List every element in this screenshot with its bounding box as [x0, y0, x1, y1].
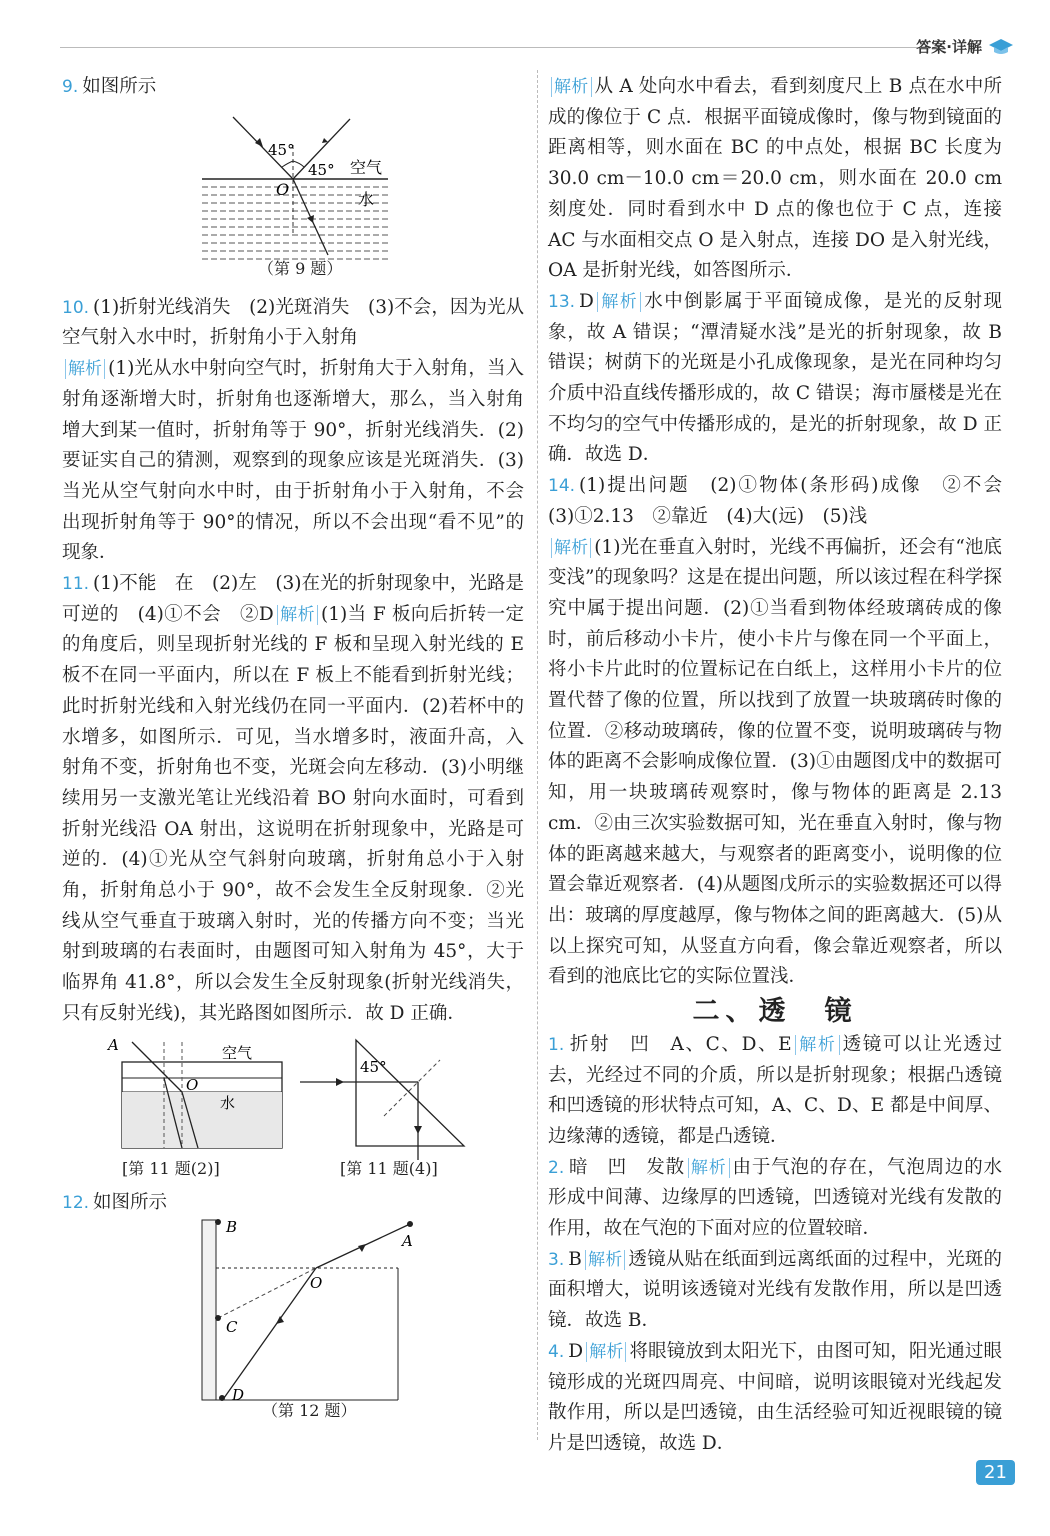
q11-angle-45: 45° — [360, 1057, 387, 1076]
s4-analysis-tag: 解析 — [586, 1342, 626, 1362]
s2-analysis-tag: 解析 — [688, 1158, 730, 1178]
s2 — [548, 1153, 1002, 1245]
q9 — [62, 72, 524, 103]
left-column — [62, 72, 524, 1428]
s1-analysis-tag: 解析 — [795, 1035, 840, 1055]
q11-point-o: O — [186, 1075, 199, 1094]
q14-number: 14. — [548, 476, 576, 497]
column-divider — [537, 70, 538, 1440]
s3 — [548, 1245, 1002, 1337]
s2-number: 2. — [548, 1157, 565, 1178]
q11-caption-2: [第 11 题(2)] — [122, 1158, 220, 1178]
s4-number: 4. — [548, 1341, 565, 1362]
q10-number: 10. — [62, 297, 90, 318]
q12-point-a: A — [402, 1232, 413, 1251]
q10-analysis: (1)光从水中射向空气时，折射角大于入射角，当入射角逐渐增大时，折射角也逐渐增大，那么，当入射角增大到某一值时，折射角等于 90°，折射光线消失．(2)要证实自己的猜测，观察到的现象应该是光斑消失．(3)当光从空气射向水中时，由于折射角小于入射角，不会出现折射角等于 90°的情况，所以不会出现“看不见”的现象． — [62, 358, 525, 564]
q11-answer: (1)不能 在 (2)左 (3)在光的折射现象中，光路是可逆的 (4)①不会 ②D — [62, 573, 524, 625]
figure-q9 — [62, 103, 524, 293]
q11-air-label: 空气 — [222, 1043, 253, 1062]
q13-analysis: 水中倒影属于平面镜成像，是光的反射现象，故 A 错误；“潭清疑水浅”是光的折射现象，故 B 错误；树荫下的光斑是小孔成像现象，是光在同种均匀介质中沿直线传播形成的，故 C 错误；海市蜃楼是光在不均匀的空气中传播形成的，是光的折射现象，故 D 正确．故选 D． — [548, 290, 1002, 466]
q11-number: 11. — [62, 574, 90, 595]
page-number: 21 — [976, 1460, 1015, 1485]
header-title: 答案·详解 — [916, 38, 982, 56]
q9-text: 如图所示 — [82, 76, 157, 97]
q9-number: 9. — [62, 77, 79, 97]
q11-analysis-tag: 解析 — [277, 605, 318, 625]
q9-angle-right: 45° — [308, 160, 335, 179]
q11-analysis: (1)当 F 板向后折转一定的角度后，则呈现折射光线的 F 板和呈现入射光线的 E 板不在同一平面内，所以在 F 板上不能看到折射光线；此时折射光线和入射光线仍在同一平面内．(2)若杯中的水增多，如图所示．可见，当水增多时，液面升高，入射角不变，折射角也不变，光斑会向左移动．(3)小明继续用另一支激光笔让光线沿着 BO 射向水面时，可看到折射光线沿 OA 射出，这说明在折射现象中，光路是可逆的．(4)①光从空气斜射向玻璃，折射角总小于入射角，折射角总小于 90°，故不会发生全反射现象．②光线从空气垂直于玻璃入射时，光的传播方向不变；当光射到玻璃的右表面时，由题图可知入射角为 45°，大于临界角 41.8°，所以会发生全反射现象(折射光线消失，只有反射光线)，其光路图如图所示．故 D 正确． — [62, 603, 524, 1024]
q9-air-label: 空气 — [350, 157, 383, 177]
s2-analysis: 由于气泡的存在，气泡周边的水形成中间薄、边缘厚的凹透镜，凹透镜对光线有发散的作用，故在气泡的下面对应的位置较暗． — [548, 1156, 1002, 1240]
q9-caption: （第 9 题） — [258, 258, 343, 278]
q10-answer: (1)折射光线消失 (2)光斑消失 (3)不会，因为光从空气射入水中时，折射角小于入射角 — [62, 296, 524, 349]
q14-answer: (1)提出问题 (2)①物体(条形码)成像 ②不会 (3)①2.13 ②靠近 (4)大(远) (5)浅 — [548, 475, 1021, 527]
q12-caption: （第 12 题） — [262, 1401, 357, 1421]
q11-diagram-4 — [300, 1036, 500, 1166]
q12-point-o: O — [310, 1274, 323, 1293]
q12-analysis: 从 A 处向水中看去，看到刻度尺上 B 点在水中所成的像位于 C 点．根据平面镜成像时，像与物到镜面的距离相等，则水面在 BC 的中点处，根据 BC 长度为 30.0 cm－10.0 cm＝20.0 cm，则水面在 20.0 cm 刻度处．同时看到水中 D 点的像也位于 C 点，连接 AC 与水面相交点 O 是入射点，连接 DO 是入射光线，OA 是折射光线，如答图所示． — [548, 76, 1003, 282]
q12-analysis-tag: 解析 — [551, 77, 592, 97]
q10 — [62, 293, 524, 569]
s4 — [548, 1337, 1002, 1460]
q13-answer: D — [579, 290, 594, 312]
section-title: 二、透 镜 — [692, 996, 858, 1028]
page-header — [916, 36, 1014, 57]
q12-number: 12. — [62, 1192, 90, 1213]
q12-point-c: C — [226, 1318, 238, 1337]
s4-answer: D — [568, 1340, 584, 1362]
q9-diagram — [200, 105, 400, 270]
s1-answer: 折射 凹 A、C、D、E — [568, 1033, 792, 1055]
right-column — [548, 72, 1021, 1460]
q9-point-o: O — [276, 179, 290, 199]
s1 — [548, 1030, 1002, 1153]
s3-analysis-tag: 解析 — [585, 1250, 626, 1270]
q9-angle-left: 45° — [268, 140, 295, 159]
s1-number: 1. — [548, 1034, 565, 1055]
s2-answer: 暗 凹 发散 — [568, 1156, 685, 1178]
q11-water-label: 水 — [220, 1093, 236, 1112]
figure-q12 — [62, 1218, 524, 1428]
figure-q11 — [62, 1036, 524, 1186]
q13-analysis-tag: 解析 — [597, 292, 641, 312]
q12-point-d: D — [232, 1386, 245, 1404]
s3-answer: B — [568, 1248, 582, 1270]
q9-water-label: 水 — [358, 189, 375, 209]
q14-analysis-tag: 解析 — [551, 538, 591, 558]
q12 — [62, 1188, 524, 1219]
s3-number: 3. — [548, 1249, 565, 1270]
q10-analysis-tag: 解析 — [65, 359, 105, 379]
s3-analysis: 透镜从贴在纸面到远离纸面的过程中，光斑的面积增大，说明该透镜对光线有发散作用，所以是凹透镜．故选 B． — [548, 1248, 1002, 1332]
q12-text: 如图所示 — [93, 1191, 168, 1213]
q11-point-a: A — [108, 1035, 119, 1054]
s4-analysis: 将眼镜放到太阳光下，由图可知，阳光通过眼镜形成的光斑四周亮、中间暗，说明该眼镜对光线起发散作用，所以是凹透镜，由生活经验可知近视眼镜的镜片是凹透镜，故选 D． — [548, 1340, 1002, 1454]
q13-number: 13. — [548, 291, 576, 312]
q12-analysis-block — [548, 72, 1002, 287]
q12-diagram — [198, 1218, 428, 1403]
q11 — [62, 569, 524, 1030]
q12-point-b: B — [226, 1218, 238, 1237]
s1-analysis: 透镜可以让光透过去，光经过不同的介质，所以是折射现象；根据凸透镜和凹透镜的形状特点可知，A、C、D、E 都是中间厚、边缘薄的透镜，都是凸透镜． — [548, 1033, 1002, 1147]
q14 — [548, 471, 1021, 993]
q14-analysis: (1)光在垂直入射时，光线不再偏折，还会有“池底变浅”的现象吗？这是在提出问题，所以该过程在科学探究中属于提出问题．(2)①当看到物体经玻璃砖成的像时，前后移动小卡片，使小卡片与像在同一个平面上，将小卡片此时的位置标记在白纸上，这样用小卡片的位置代替了像的位置，所以找到了放置一块玻璃砖时像的位置．②移动玻璃砖，像的位置不变，说明玻璃砖与物体的距离不会影响成像位置．(3)①由题图戊中的数据可知，用一块玻璃砖观察时，像与物体的距离是 2.13 cm．②由三次实验数据可知，光在垂直入射时，像与物体的距离越来越大，与观察者的距离变小，说明像的位置会靠近观察者．(4)从题图戊所示的实验数据还可以得出：玻璃的厚度越厚，像与物体之间的距离越大．(5)从以上探究可知，从竖直方向看，像会靠近观察者，所以看到的池底比它的实际位置浅． — [548, 536, 1002, 988]
q13 — [548, 287, 1002, 471]
q11-diagram-2 — [102, 1036, 302, 1166]
q11-caption-4: [第 11 题(4)] — [340, 1158, 438, 1178]
graduation-cap-icon — [988, 37, 1014, 57]
header-rule — [60, 47, 930, 48]
